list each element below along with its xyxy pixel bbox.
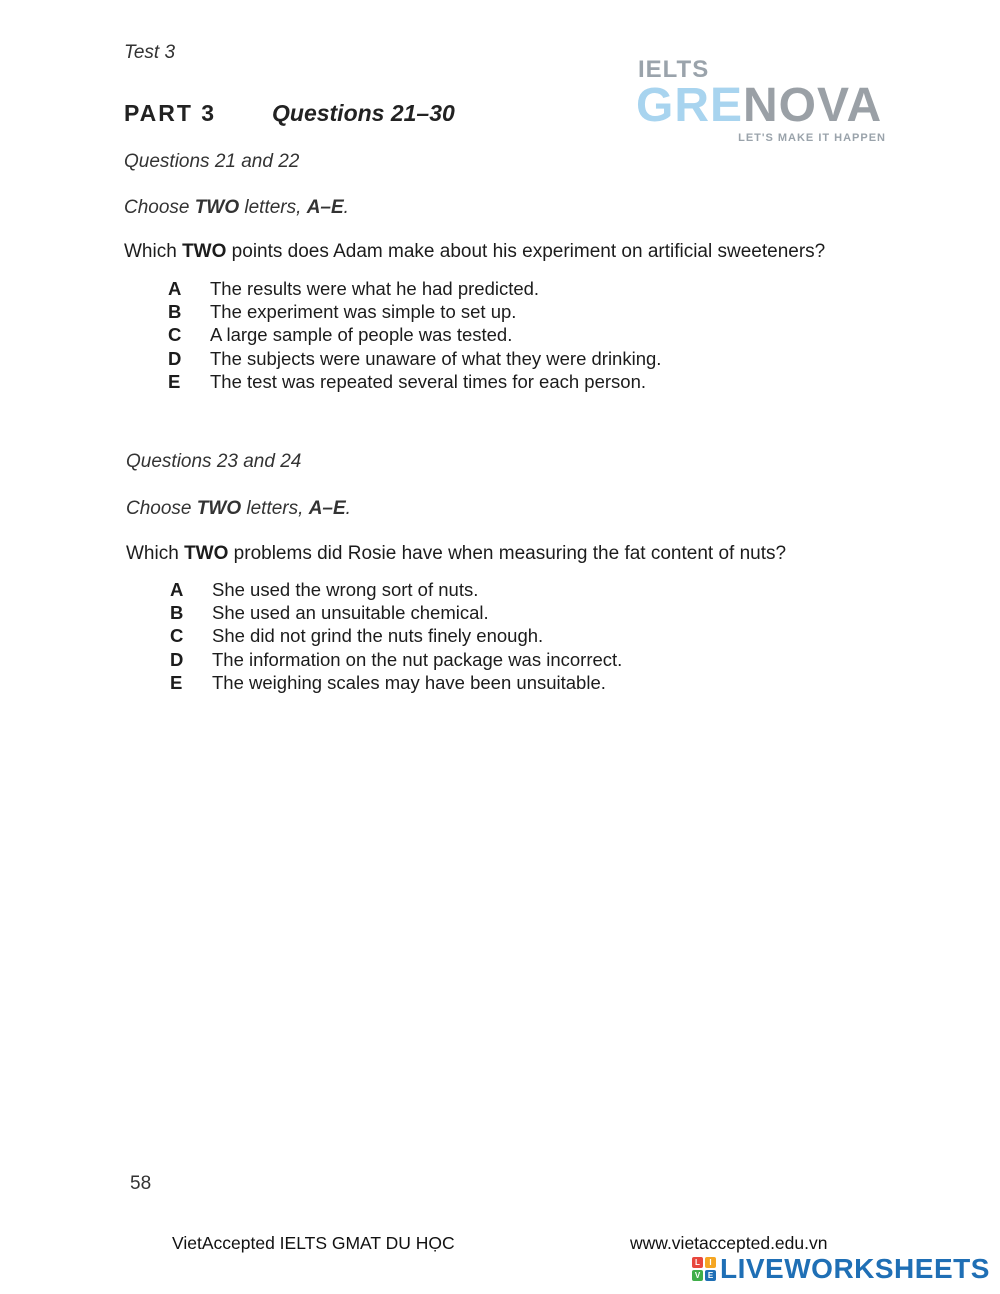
logo-brand bbox=[636, 80, 882, 132]
instruction-bold-two: TWO bbox=[196, 498, 242, 519]
question-bold: TWO bbox=[184, 543, 229, 564]
part-label: PART 3 bbox=[124, 100, 217, 126]
option-text: She did not grind the nuts finely enough. bbox=[212, 625, 544, 647]
section2-question bbox=[126, 543, 786, 565]
logo-tagline: LET'S MAKE IT HAPPEN bbox=[738, 132, 886, 144]
option-letter: B bbox=[170, 602, 184, 624]
instruction-bold-two: TWO bbox=[194, 197, 240, 218]
option-letter: A bbox=[170, 578, 184, 600]
section1-question bbox=[124, 241, 825, 263]
question-post: problems did Rosie have when measuring the fat content of nuts? bbox=[228, 543, 787, 564]
option-letter: B bbox=[168, 301, 182, 323]
option-letter: D bbox=[170, 648, 184, 670]
logo-ielts-text: IELTS bbox=[638, 56, 710, 83]
part-header bbox=[124, 100, 455, 127]
option-letter: C bbox=[168, 324, 182, 346]
instruction-bold-range: A–E bbox=[306, 197, 344, 218]
question-bold: TWO bbox=[182, 241, 227, 262]
lw-icon-cell: E bbox=[705, 1270, 716, 1281]
option-text: The information on the nut package was incorrect. bbox=[212, 648, 623, 670]
question-pre: Which bbox=[126, 543, 185, 564]
lw-icon-cell: V bbox=[692, 1270, 703, 1281]
grenova-logo bbox=[636, 56, 892, 148]
section2-options bbox=[170, 578, 622, 695]
option-letter: C bbox=[170, 625, 184, 647]
option-text: The results were what he had predicted. bbox=[210, 277, 540, 299]
option-text: She used an unsuitable chemical. bbox=[212, 602, 489, 624]
lw-icon-cell: I bbox=[705, 1257, 716, 1268]
option-text: A large sample of people was tested. bbox=[210, 324, 513, 346]
section2-instruction bbox=[126, 498, 351, 520]
instruction-post: . bbox=[345, 498, 351, 519]
option-item bbox=[168, 347, 661, 370]
option-item bbox=[168, 371, 661, 394]
instruction-mid: letters, bbox=[241, 498, 309, 519]
option-letter: E bbox=[170, 672, 183, 694]
footer-website-link[interactable]: www.vietaccepted.edu.vn bbox=[630, 1233, 828, 1253]
option-item bbox=[170, 578, 622, 601]
question-post: points does Adam make about his experiment on artificial sweeteners? bbox=[226, 241, 826, 262]
instruction-pre: Choose bbox=[124, 197, 195, 218]
liveworksheets-logo[interactable] bbox=[692, 1252, 990, 1286]
logo-brand-nova: NOVA bbox=[743, 79, 883, 132]
option-text: She used the wrong sort of nuts. bbox=[212, 578, 479, 600]
footer-publisher-text: VietAccepted IELTS GMAT DU HỌC bbox=[172, 1233, 455, 1253]
section1-heading: Questions 21 and 22 bbox=[124, 151, 300, 172]
option-letter: A bbox=[168, 277, 182, 299]
part-questions-range: Questions 21–30 bbox=[272, 100, 455, 126]
instruction-mid: letters, bbox=[239, 197, 307, 218]
instruction-bold-range: A–E bbox=[308, 498, 346, 519]
option-text: The weighing scales may have been unsuitable. bbox=[212, 672, 606, 694]
test-label: Test 3 bbox=[124, 42, 176, 63]
option-item bbox=[170, 601, 622, 624]
option-item bbox=[168, 300, 661, 323]
option-item bbox=[170, 672, 622, 695]
option-letter: E bbox=[168, 371, 181, 393]
option-text: The subjects were unaware of what they were drinking. bbox=[210, 347, 662, 369]
option-item bbox=[168, 324, 661, 347]
section2-heading: Questions 23 and 24 bbox=[126, 451, 302, 472]
option-text: The experiment was simple to set up. bbox=[210, 301, 517, 323]
option-text: The test was repeated several times for each person. bbox=[210, 371, 646, 393]
page-number: 58 bbox=[130, 1173, 152, 1194]
lw-icon-cell: L bbox=[692, 1257, 703, 1268]
instruction-pre: Choose bbox=[126, 498, 197, 519]
logo-brand-gre: GRE bbox=[636, 79, 744, 132]
liveworksheets-wordmark: LIVEWORKSHEETS bbox=[720, 1253, 990, 1284]
question-pre: Which bbox=[124, 241, 183, 262]
instruction-post: . bbox=[343, 197, 349, 218]
option-item bbox=[170, 648, 622, 671]
option-letter: D bbox=[168, 347, 182, 369]
section1-instruction bbox=[124, 197, 349, 219]
section1-options bbox=[168, 277, 661, 394]
liveworksheets-icon bbox=[692, 1257, 716, 1281]
option-item bbox=[168, 277, 661, 300]
option-item bbox=[170, 625, 622, 648]
